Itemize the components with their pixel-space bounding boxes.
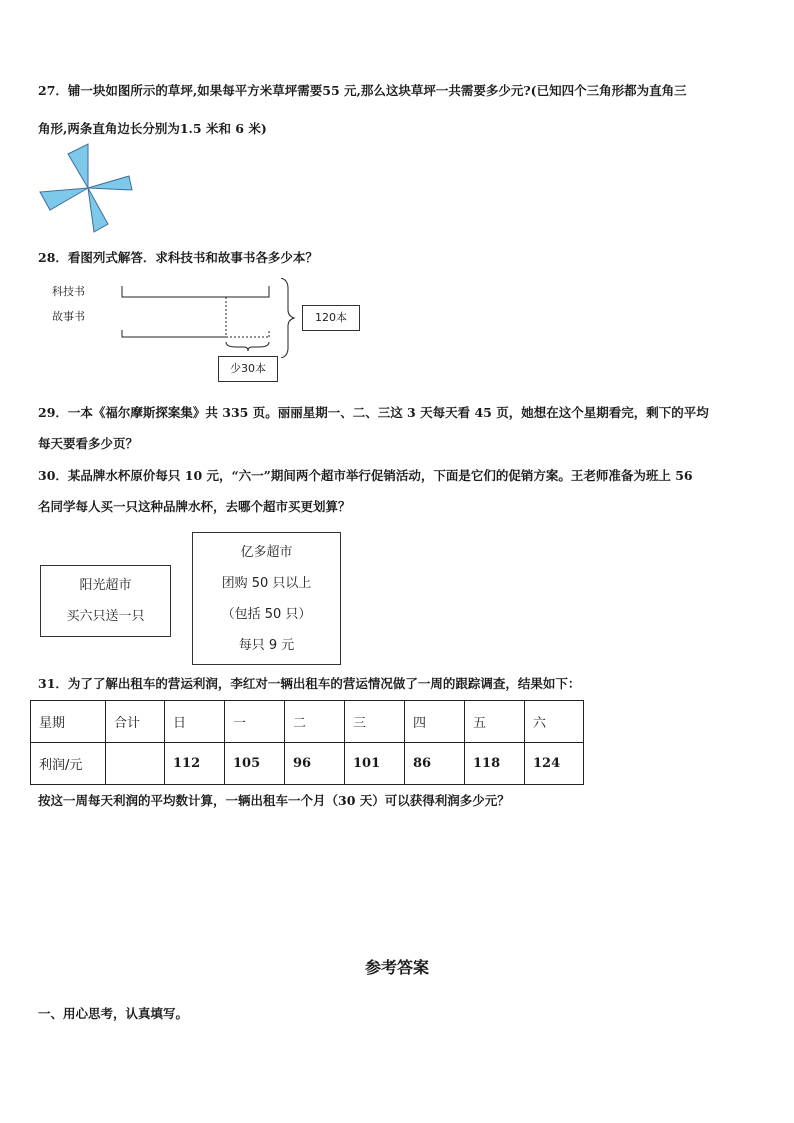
store-yiduo-name: 亿多超市: [240, 544, 293, 560]
row-cell: 112: [165, 743, 225, 785]
store-yiduo-including: （包括 50 只）: [221, 606, 312, 622]
table-row: [31, 743, 584, 785]
question-31: [38, 670, 580, 698]
header-cell: 二: [285, 701, 345, 743]
store-yiduo-price: 每只 9 元: [238, 637, 295, 653]
less-30-box: [218, 356, 278, 382]
question-30: [38, 462, 693, 524]
question-27-line1: 27．铺一块如图所示的草坪,如果每平方米草坪需要55 元,那么这块草坪一共需要多少元?(已知四个三角形都为直角三: [38, 83, 687, 98]
header-cell: 星期: [31, 701, 106, 743]
total-120-label: 120本: [315, 311, 347, 324]
header-cell: 合计: [106, 701, 165, 743]
science-books-line: [122, 286, 269, 297]
store-yiduo-box: [192, 532, 341, 665]
header-cell: 五: [465, 701, 525, 743]
store-yiduo-condition: 团购 50 只以上: [221, 575, 312, 591]
total-brace: [281, 278, 294, 358]
question-29-line2: 每天要看多少页？: [38, 436, 139, 451]
label-science-books: 科技书: [52, 285, 85, 298]
question-29: [38, 399, 709, 461]
header-cell: 一: [225, 701, 285, 743]
header-cell: 三: [345, 701, 405, 743]
question-29-line1: 29．一本《福尔摩斯探案集》共 335 页。丽丽星期一、二、三这 3 天每天看 45 页，她想在这个星期看完，剩下的平均: [38, 405, 709, 420]
question-27-line2: 角形,两条直角边长分别为1.5 米和 6 米): [38, 121, 267, 136]
triangle-left: [40, 188, 88, 210]
row-cell: 96: [285, 743, 345, 785]
total-120-box: [302, 305, 360, 331]
question-28-text: 28．看图列式解答．求科技书和故事书各多少本？: [38, 250, 318, 265]
header-cell: 日: [165, 701, 225, 743]
label-story-books: 故事书: [52, 310, 85, 323]
row-cell: 124: [525, 743, 584, 785]
row-cell: 118: [465, 743, 525, 785]
less-30-label: 少30本: [230, 362, 266, 375]
row-cell: [106, 743, 165, 785]
store-yangguang-box: [40, 565, 171, 637]
triangle-top: [68, 144, 88, 188]
store-yangguang-offer: 买六只送一只: [66, 609, 145, 624]
question-30-line1: 30．某品牌水杯原价每只 10 元，“六一”期间两个超市举行促销活动，下面是它们的促销方案。王老师准备为班上 56: [38, 468, 693, 483]
row-cell: 利润/元: [31, 743, 106, 785]
question-31-followup: [38, 787, 510, 815]
triangle-bottom: [88, 188, 108, 232]
question-30-line2: 名同学每人买一只这种品牌水杯，去哪个超市买更划算？: [38, 499, 351, 514]
profit-table: [30, 700, 584, 785]
answers-section-1: [38, 1000, 188, 1028]
answers-section-1-heading: 一、用心思考，认真填写。: [38, 1006, 189, 1021]
row-cell: 86: [405, 743, 465, 785]
question-28: [38, 244, 318, 272]
question-31-question: 按这一周每天利润的平均数计算，一辆出租车一个月（30 天）可以获得利润多少元？: [38, 793, 510, 808]
lawn-pinwheel-figure: [36, 142, 136, 242]
answers-title: 参考答案: [364, 958, 429, 977]
table-header-row: [31, 701, 584, 743]
header-cell: 四: [405, 701, 465, 743]
store-yangguang-name: 阳光超市: [79, 578, 132, 593]
story-books-line: [122, 330, 226, 337]
difference-brace: [226, 342, 269, 351]
triangle-right: [88, 176, 132, 190]
row-cell: 105: [225, 743, 285, 785]
book-bar-diagram: [118, 278, 298, 358]
header-cell: 六: [525, 701, 584, 743]
question-31-text: 31．为了了解出租车的营运利润，李红对一辆出租车的营运情况做了一周的跟踪调查，结果如下：: [38, 676, 581, 691]
row-cell: 101: [345, 743, 405, 785]
